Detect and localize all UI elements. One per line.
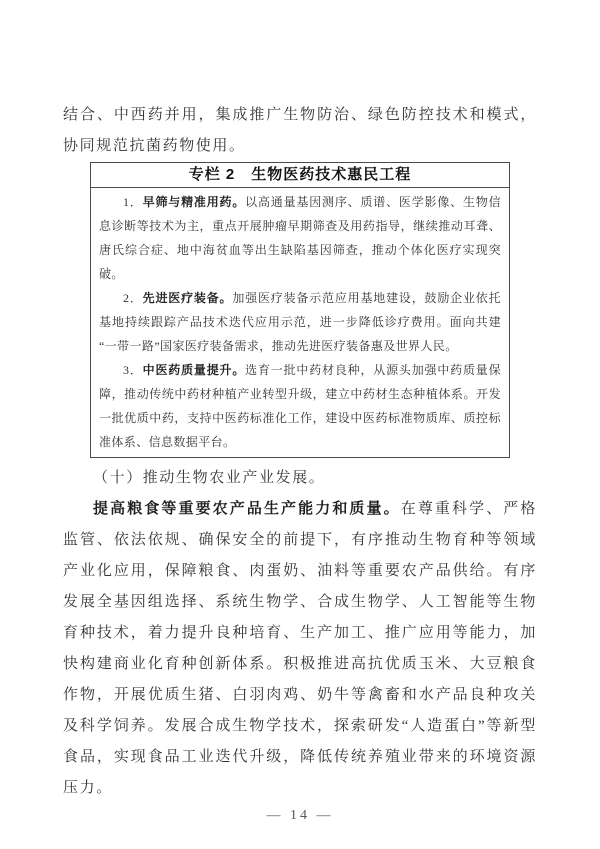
item-lead: 先进医疗装备。: [142, 291, 233, 305]
column-box-body: [91, 188, 509, 457]
intro-paragraph: 结合、中西药并用，集成推广生物防治、绿色防控技术和模式，协同规范抗菌药物使用。: [63, 107, 537, 154]
column-box-item-3: [99, 358, 501, 454]
item-number: 3．: [123, 363, 143, 377]
main-paragraph: [63, 494, 537, 804]
item-text: 以高通量基因测序、质谱、医学影像、生物信息诊断等技术为主，重点开展肿瘤早期筛查及用药指导，继续推动耳聋、唐氏综合症、地中海贫血等出生缺陷基因筛查，推动个体化医疗实现突破。: [99, 195, 501, 281]
item-number: 2．: [123, 291, 143, 305]
section-heading: （十）推动生物农业产业发展。: [93, 470, 326, 486]
column-box-title: 专栏 2 生物医药技术惠民工程: [91, 163, 509, 188]
paragraph-text: 在尊重科学、严格监管、依法依规、确保安全的前提下，有序推动生物育种等领域产业化应用，保障粮食、肉蛋奶、油料等重要农产品供给。有序发展全基因组选择、系统生物学、合成生物学、人工智能等生物育种技术，着力提升良种培育、生产加工、推广应用等能力，加快构建商业化育种创新体系。积极推进高抗优质玉米、大豆粮食作物，开展优质生猪、白羽肉鸡、奶牛等禽畜和水产品良种攻关及科学饲养。发展合成生物学技术，探索研发“人造蛋白”等新型食品，实现食品工业迭代升级，降低传统养殖业带来的环境资源压力。: [63, 501, 537, 796]
item-text: 加强医疗装备示范应用基地建设，鼓励企业依托基地持续跟踪产品技术迭代应用示范，进一步降低诊疗费用。面向共建“一带一路”国家医疗装备需求，推动先进医疗装备惠及世界人民。: [99, 291, 501, 353]
item-number: 1．: [123, 195, 143, 209]
item-lead: 早筛与精准用药。: [142, 195, 246, 209]
page-number: — 14 —: [266, 808, 334, 823]
column-box-item-1: [99, 190, 501, 286]
item-lead: 中医药质量提升。: [142, 363, 246, 377]
column-box: [90, 162, 510, 458]
paragraph-lead: 提高粮食等重要农产品生产能力和质量。: [93, 501, 401, 517]
item-text: 选育一批中药材良种，从源头加强中药质量保障，推动传统中药材种植产业转型升级，建立中药材生态种植体系。开发一批优质中药，支持中医药标准化工作，建设中医药标准物质库、质控标准体系、信息数据平台。: [99, 363, 501, 449]
column-box-item-2: [99, 286, 501, 358]
